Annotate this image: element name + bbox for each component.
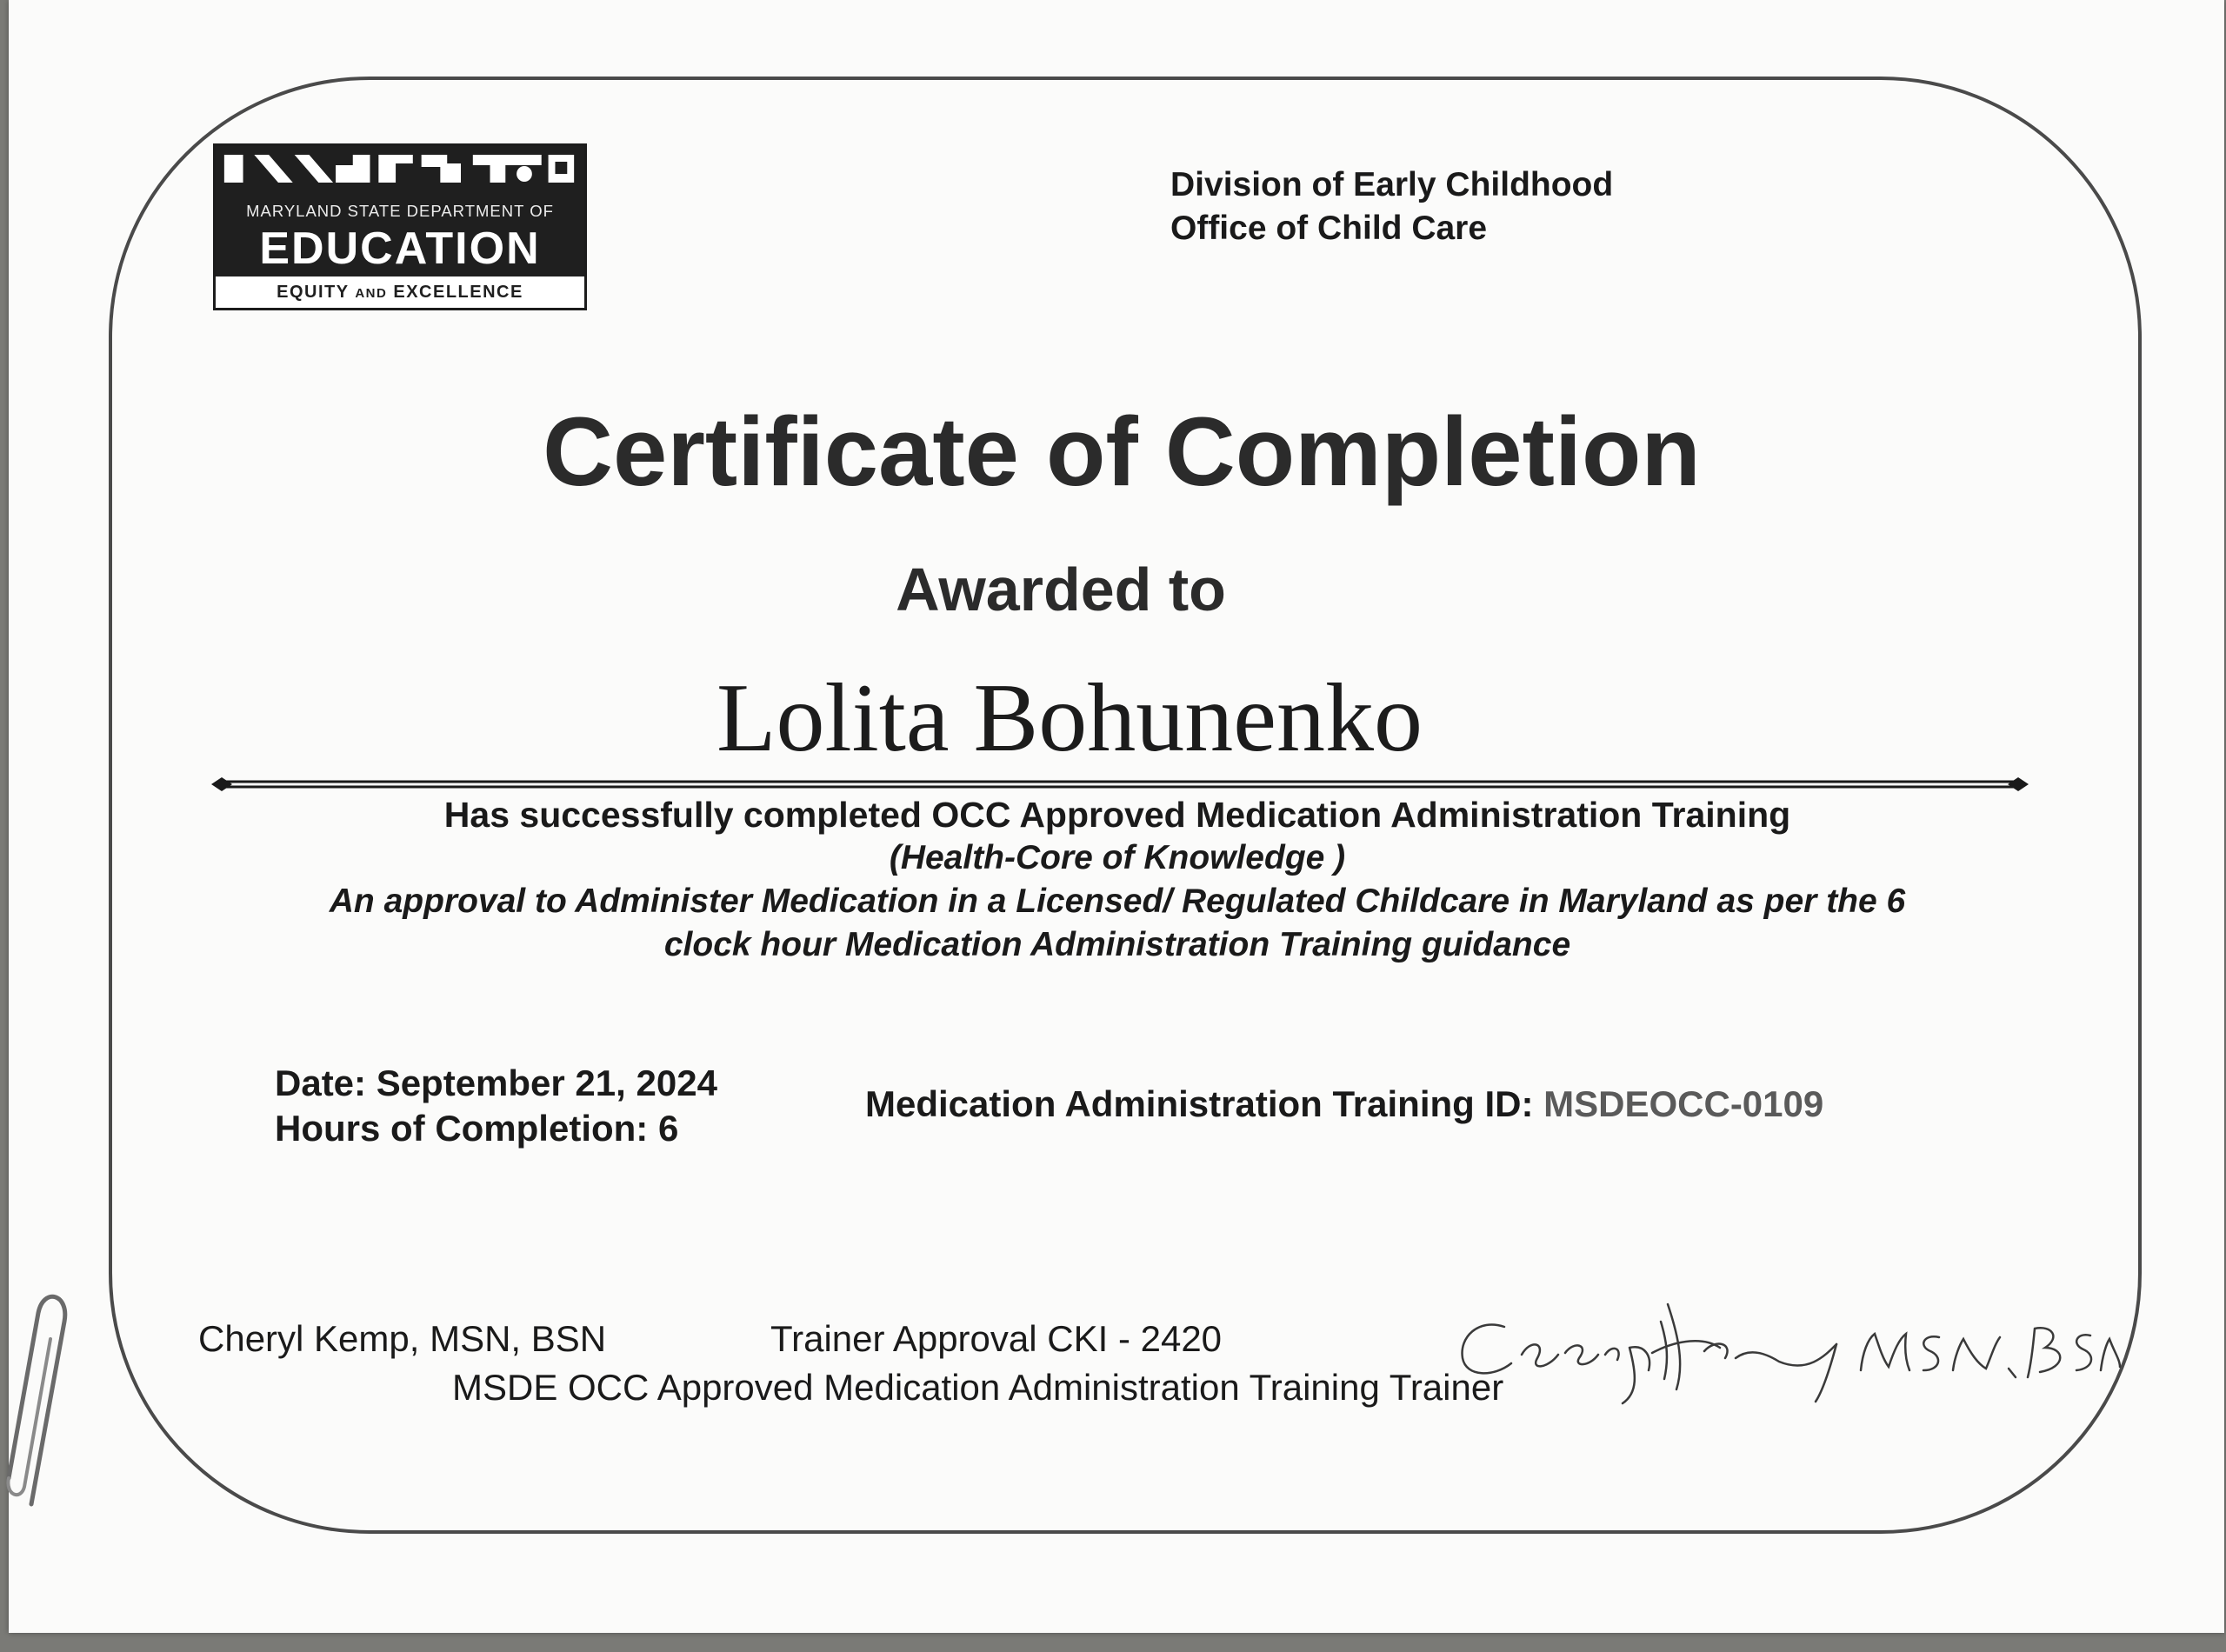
signature-text: Cheryl Kemp MSN, BSN xyxy=(1443,1287,1453,1288)
maryland-flag-icon xyxy=(216,146,584,191)
trainer-approval: Trainer Approval CKI - 2420 xyxy=(770,1318,1223,1359)
logo-tagline-equity: EQUITY xyxy=(277,283,350,302)
division-name: Division of Early Childhood xyxy=(1170,166,1614,203)
course-subtitle: (Health-Core of Knowledge ) xyxy=(889,839,1346,876)
msde-logo xyxy=(213,143,587,310)
logo-tagline-and: AND xyxy=(355,286,388,301)
logo-tagline-excellence: EXCELLENCE xyxy=(393,283,523,302)
approval-text-line-2: clock hour Medication Administration Training guidance xyxy=(663,926,1571,963)
approval-text-line-1: An approval to Administer Medication in a Licensed/ Regulated Childcare in Maryland as per the 6 xyxy=(329,883,1906,920)
recipient-name: Lolita Bohunenko xyxy=(716,664,1423,772)
issuing-office xyxy=(1170,163,1613,250)
logo-department: MARYLAND STATE DEPARTMENT OF xyxy=(246,202,554,220)
training-id-value: MSDEOCC-0109 xyxy=(1543,1083,1824,1124)
completion-hours: Hours of Completion: 6 xyxy=(275,1108,679,1149)
trainer-role: MSDE OCC Approved Medication Administration Training Trainer xyxy=(452,1367,1504,1408)
logo-banner xyxy=(216,146,584,276)
office-name: Office of Child Care xyxy=(1170,210,1488,247)
certificate-paper xyxy=(9,0,2224,1633)
trainer-name: Cheryl Kemp, MSN, BSN xyxy=(198,1318,607,1359)
awarded-label: Awarded to xyxy=(896,556,1226,623)
trainer-signature xyxy=(1443,1287,2122,1409)
logo-education: EDUCATION xyxy=(259,223,541,274)
completion-text: Has successfully completed OCC Approved Medication Administration Training xyxy=(443,795,1791,835)
certificate-title: Certificate of Completion xyxy=(543,397,1701,506)
logo-tagline xyxy=(216,283,584,303)
divider-rule xyxy=(211,774,2029,795)
paper-clip-icon xyxy=(0,1287,87,1513)
completion-date: Date: September 21, 2024 xyxy=(275,1062,717,1103)
completion-details xyxy=(275,1061,717,1151)
training-id xyxy=(865,1083,1823,1125)
training-id-label: Medication Administration Training ID: xyxy=(865,1083,1534,1124)
completion-statement xyxy=(217,793,2017,967)
